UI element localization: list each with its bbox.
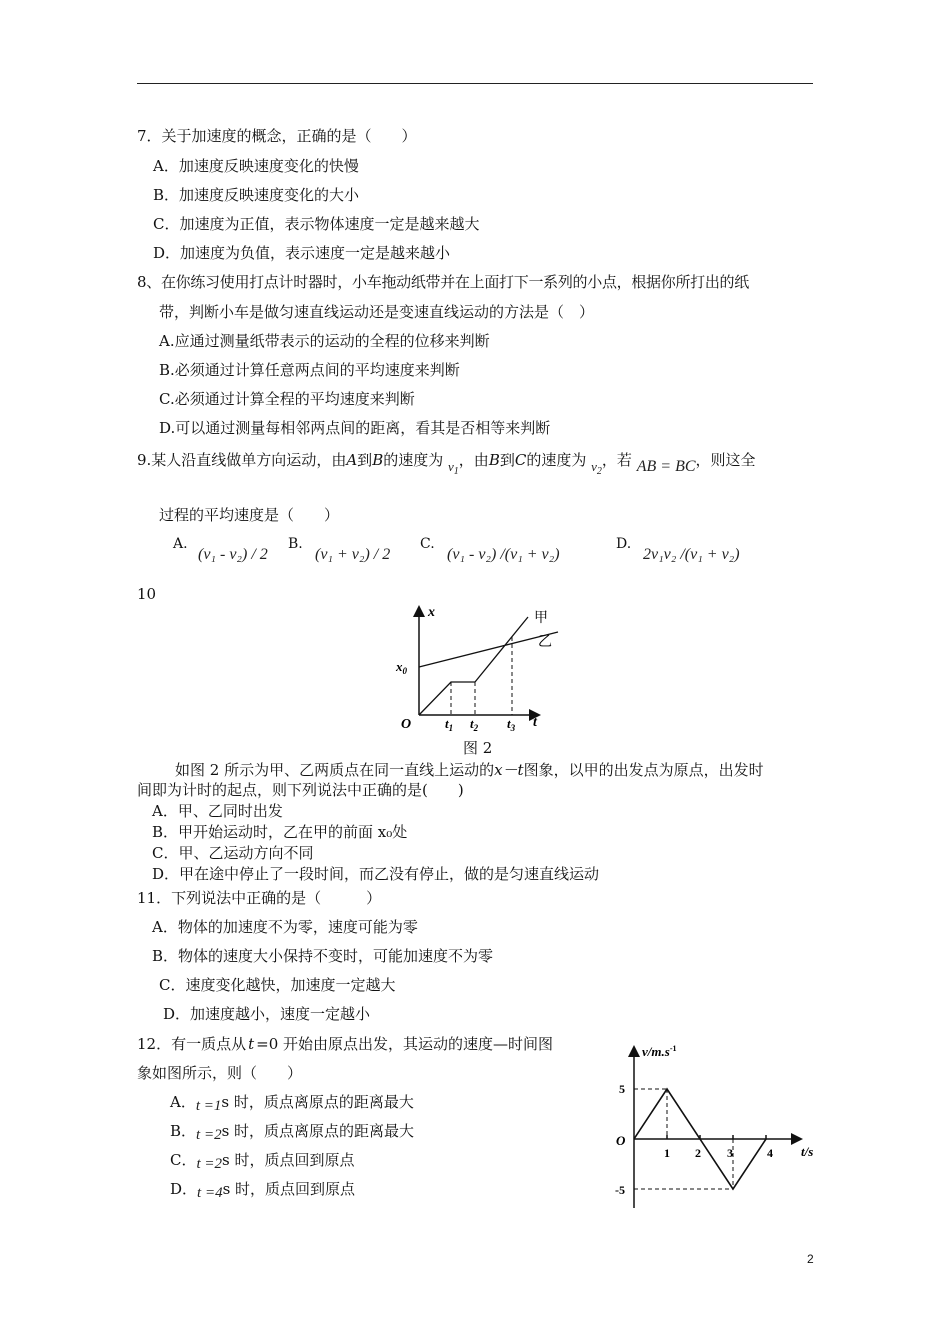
q9-v2 [591,459,602,477]
q9-option-d-formula: 2v₁v₂ /(v₁ + v₂) [643,546,740,563]
q9-point-b: B [372,451,384,469]
q12-stem-1a: 12．有一质点从 [137,1035,247,1053]
q12-option-c-eq: t =2 [196,1156,223,1172]
q11-option-d: D．加速度越小，速度一定越小 [163,1005,371,1023]
q12-stem-line1 [137,1034,553,1054]
q9-option-c-label: C. [420,536,435,552]
q12-option-c-label: C． [170,1151,197,1169]
q12-tick-t-4: 4 [767,1146,773,1160]
q8-option-b: B.必须通过计算任意两点间的平均速度来判断 [159,361,460,379]
q9-to-2: 到 [499,451,515,469]
q12-option-d-label: D． [170,1180,198,1198]
q10-option-b: B．甲开始运动时，乙在甲的前面 x₀处 [152,823,408,841]
q10-stem-xt: x－t [494,761,524,779]
q10-t3-label: $t_3$ [507,716,516,733]
q10-t1-label: $t_1$ [445,716,454,733]
q12-origin-label: O [616,1133,626,1148]
q12-vt-graph [605,1040,830,1215]
q9-option-b-label: B. [288,536,303,552]
q10-x-label: x [428,605,435,620]
q10-stem-1a: 如图 2 所示为甲、乙两质点在同一直线上运动的 [175,761,495,779]
q10-jia-label: 甲 [534,610,548,626]
q7-option-b: B．加速度反映速度变化的大小 [153,186,360,204]
q12-option-b [170,1121,414,1142]
q10-option-a: A．甲、乙同时出发 [152,802,283,820]
q9-v2-symbol: v [591,459,597,474]
q7-option-c: C．加速度为正值，表示物体速度一定是越来越大 [153,215,480,233]
q12-option-d [170,1179,355,1200]
q9-option-c-formula: (v₁ - v₂) /(v₁ + v₂) [447,546,560,563]
q7-option-a: A．加速度反映速度变化的快慢 [153,157,359,175]
q12-tick-v-5: 5 [619,1082,625,1096]
q12-option-b-text: s 时，质点离原点的距离最大 [221,1122,415,1140]
q9-point-c: C [514,451,527,469]
q9-v1 [448,459,459,477]
q12-stem-t: t [248,1035,255,1053]
page-number: 2 [807,1252,814,1266]
q9-option-a-label: A. [173,536,188,552]
q12-option-a [170,1092,414,1113]
q9-option-a-formula: (v₁ - v₂) / 2 [198,546,268,563]
q12-option-a-text: s 时，质点离原点的距离最大 [221,1093,414,1111]
q12-v-axis-label: $v/m.s^{-1}$ [642,1044,677,1059]
q9-stem-b: 的速度为 [383,451,444,469]
q8-option-c: C.必须通过计算全程的平均速度来判断 [159,390,415,408]
q9-point-a: A [346,451,358,469]
q9-v1-subscript: 1 [453,466,459,477]
q12-option-b-eq: t =2 [196,1127,222,1143]
q8-option-a: A.应通过测量纸带表示的运动的全程的位移来判断 [159,332,490,350]
q12-option-a-eq: t =1 [195,1098,222,1114]
q12-option-b-label: B． [170,1122,197,1140]
q10-xt-graph [388,600,568,740]
q9-to-1: 到 [357,451,373,469]
q9-stem-line1 [137,450,756,476]
q9-v1-symbol: v [448,459,454,474]
q10-yi-label: 乙 [538,634,552,650]
q9-stem-c: ，由 [458,451,489,469]
q8-option-d: D.可以通过测量每相邻两点间的距离，看其是否相等来判断 [159,419,551,437]
q12-tick-t-3: 3 [727,1146,733,1160]
q12-t-axis-label: t/s [801,1144,814,1159]
q12-tick-t-2: 2 [695,1146,701,1160]
q12-tick-v-neg5: -5 [615,1183,625,1197]
q12-option-c [170,1150,355,1171]
q10-stem-line2: 间即为计时的起点，则下列说法中正确的是( ) [137,781,464,799]
q12-option-c-text: s 时，质点回到原点 [222,1151,355,1169]
q10-option-d: D．甲在途中停止了一段时间，而乙没有停止，做的是匀速直线运动 [152,865,600,883]
q8-stem-line1: 8、在你练习使用打点计时器时，小车拖动纸带并在上面打下一系列的小点，根据你所打出的纸 [137,273,749,291]
q9-stem-a: 9.某人沿直线做单方向运动，由 [137,451,347,469]
q10-x0-label: $x_0$ [396,659,407,676]
q12-option-a-label: A． [170,1093,196,1111]
q9-stem-line2: 过程的平均速度是（ ） [159,506,340,524]
q9-option-b-formula: (v₁ + v₂) / 2 [315,546,391,563]
q12-option-d-text: s 时，质点回到原点 [222,1180,356,1198]
q11-option-a: A．物体的加速度不为零，速度可能为零 [152,918,418,936]
q10-t-label: t [533,715,537,730]
q9-stem-d: 的速度为 [526,451,587,469]
q9-stem-f: ，则这全 [695,451,756,469]
q12-stem-1c: =0 开始由原点出发，其运动的速度—时间图 [256,1035,554,1053]
q9-equation: AB = BC [636,458,696,475]
q11-option-b: B．物体的速度大小保持不变时，可能加速度不为零 [152,947,494,965]
q10-number: 10 [137,585,157,603]
q12-stem-line2: 象如图所示，则（ ） [137,1064,303,1082]
header-rule [137,83,813,84]
q11-stem: 11．下列说法中正确的是（ ） [137,889,382,907]
q10-caption: 图 2 [463,739,493,757]
q7-option-d: D．加速度为负值，表示速度一定是越来越小 [153,244,451,262]
q11-option-c: C．速度变化越快，加速度一定越大 [159,976,396,994]
q10-t2-label: $t_2$ [470,716,479,733]
q9-v2-subscript: 2 [596,466,602,477]
q12-option-d-eq: t =4 [197,1185,223,1201]
q8-stem-line2: 带，判断小车是做匀速直线运动还是变速直线运动的方法是（ ） [159,303,595,321]
q7-stem: 7．关于加速度的概念，正确的是（ ） [137,127,417,145]
q10-origin-label: O [401,717,412,732]
q10-option-c: C．甲、乙运动方向不同 [152,844,314,862]
q9-point-b2: B [488,451,500,469]
q9-stem-e: ，若 [601,451,632,469]
q12-tick-t-1: 1 [664,1146,670,1160]
q10-stem-1c: 图象，以甲的出发点为原点，出发时 [523,761,764,779]
q9-option-d-label: D. [616,536,632,552]
q10-stem-line1 [175,760,764,780]
